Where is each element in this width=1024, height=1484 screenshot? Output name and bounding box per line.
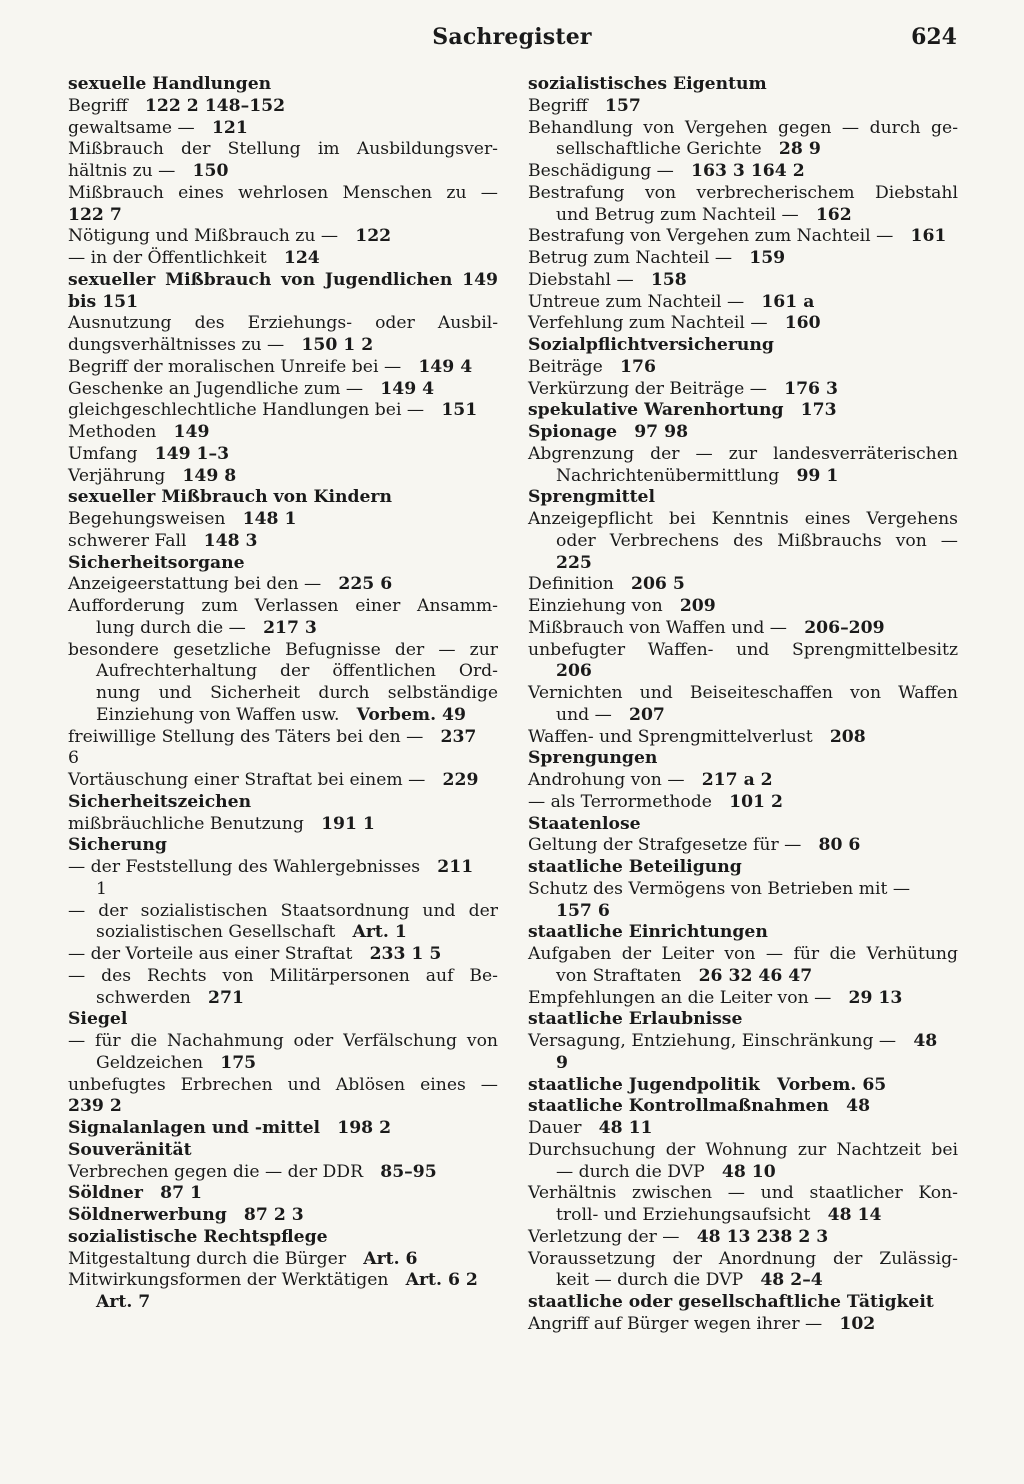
page-reference: 159 [749, 248, 786, 268]
page-reference: 237 [440, 726, 477, 747]
entry-text: von Straftaten [556, 965, 682, 986]
index-subentry [528, 901, 958, 923]
entry-text: Verfehlung zum Nachteil — [528, 313, 768, 334]
page-reference: 149 1–3 [154, 443, 230, 464]
index-heading [68, 292, 498, 314]
index-subentry [68, 379, 498, 401]
entry-text: staatliche oder gesellschaftliche Tätigkeit [528, 1292, 934, 1312]
index-subentry [528, 313, 958, 335]
entry-text: sozialistisches Eigentum [528, 74, 767, 94]
page-reference: 48 13 238 2 3 [696, 1226, 829, 1247]
entry-text: staatliche Erlaubnisse [528, 1009, 743, 1030]
page-reference: 99 1 [796, 465, 839, 486]
entry-text: sozialistische Rechtspflege [68, 1226, 328, 1247]
entry-text: Mißbrauch der Stellung im Ausbildungsver- [68, 139, 498, 160]
page-reference: 122 7 [68, 204, 122, 225]
page-reference: 122 [355, 226, 392, 247]
index-subentry [68, 1292, 498, 1314]
index-heading [528, 748, 958, 770]
entry-text: Siegel [68, 1009, 128, 1030]
index-subentry [528, 596, 958, 618]
entry-text: Einziehung von Waffen usw. [96, 704, 340, 725]
entry-text: Geldzeichen [96, 1052, 204, 1073]
entry-text: 6 [68, 748, 79, 769]
page-reference: 101 2 [729, 791, 783, 812]
entry-text: Ausnutzung des Erziehungs- oder Ausbil- [68, 313, 498, 334]
index-subentry [528, 161, 958, 183]
index-subentry [528, 835, 958, 857]
index-heading [68, 74, 498, 96]
entry-text: und Betrug zum Nachteil — [556, 204, 799, 225]
index-subentry [528, 705, 958, 727]
index-subentry [68, 705, 498, 727]
page-reference: 48 14 [827, 1205, 882, 1225]
entry-text: — der sozialistischen Staatsordnung und der [68, 900, 498, 921]
index-heading [68, 1183, 498, 1205]
entry-text: Beschädigung — [528, 161, 674, 181]
entry-text: nung und Sicherheit durch selbständige [96, 683, 498, 703]
index-subentry [528, 1053, 958, 1075]
index-subentry [528, 1205, 958, 1227]
entry-text: staatliche Jugendpolitik [528, 1074, 760, 1095]
entry-text: Mitgestaltung durch die Bürger [68, 1248, 347, 1269]
index-subentry [528, 509, 958, 531]
index-subentry [528, 792, 958, 814]
page-reference: 122 2 148–152 [144, 95, 286, 116]
entry-text: Verjährung [68, 465, 166, 486]
page-reference: 217 3 [263, 617, 317, 638]
entry-text: Begehungsweisen [68, 509, 226, 529]
index-subentry [68, 814, 498, 836]
right-column [528, 74, 958, 1336]
entry-text: Sozialpflichtversicherung [528, 335, 774, 355]
index-subentry [68, 683, 498, 705]
page-reference: 26 32 46 47 [698, 965, 813, 986]
page-reference: 150 [192, 161, 229, 181]
entry-text: staatliche Beteiligung [528, 857, 742, 877]
index-heading [528, 335, 958, 357]
entry-text: Empfehlungen an die Leiter von — [528, 987, 832, 1008]
index-subentry [68, 118, 498, 140]
entry-text: Verhältnis zwischen — und staatlicher Kon- [528, 1183, 958, 1204]
page-reference: 163 3 164 2 [691, 161, 805, 181]
index-subentry [68, 335, 498, 357]
page-reference: Art. 6 [363, 1248, 418, 1269]
index-heading [68, 1205, 498, 1227]
index-subentry [68, 531, 498, 553]
entry-text: Einziehung von [528, 596, 663, 616]
index-subentry [528, 444, 958, 466]
page-reference: 28 9 [778, 139, 821, 160]
entry-text: schwerer Fall [68, 530, 187, 551]
index-subentry [68, 248, 498, 270]
entry-text: lung durch die — [96, 617, 246, 638]
entry-text: — der Vorteile aus einer Straftat [68, 944, 353, 964]
page-reference: 191 1 [321, 813, 375, 834]
page-reference: 198 2 [337, 1118, 392, 1138]
page-reference: 206 5 [631, 574, 685, 595]
entry-text: Behandlung von Vergehen gegen — durch ge- [528, 117, 958, 138]
entry-text: Betrug zum Nachteil — [528, 248, 733, 268]
entry-text: Signalanlagen und -mittel [68, 1118, 321, 1138]
index-subentry [528, 292, 958, 314]
entry-text: Verletzung der — [528, 1226, 680, 1247]
entry-text: schwerden [96, 987, 191, 1008]
entry-text: — des Rechts von Militärpersonen auf Be- [68, 965, 498, 986]
index-subentry [528, 379, 958, 401]
page-reference: 239 2 [68, 1096, 122, 1117]
entry-text: oder Verbrechens des Mißbrauchs von — [556, 530, 958, 551]
index-heading [528, 857, 958, 879]
index-subentry [68, 183, 498, 205]
index-heading [68, 792, 498, 814]
entry-text: Souveränität [68, 1139, 192, 1160]
page-reference: 87 1 [160, 1183, 202, 1204]
entry-text: sozialistischen Gesellschaft [96, 922, 336, 943]
index-subentry [68, 748, 498, 770]
index-subentry [68, 444, 498, 466]
entry-text: Spionage [528, 422, 618, 442]
entry-text: keit — durch die DVP [556, 1270, 744, 1291]
index-subentry [68, 357, 498, 379]
index-subentry [68, 1096, 498, 1118]
entry-text: Mißbrauch von Waffen und — [528, 617, 787, 638]
page-reference: 149 4 [418, 356, 473, 377]
index-subentry [68, 922, 498, 944]
index-subentry [528, 205, 958, 227]
index-subentry [68, 422, 498, 444]
index-subentry [68, 857, 498, 879]
page-reference: 150 1 2 [301, 335, 374, 355]
entry-text: Begriff der moralischen Unreife bei — [68, 356, 402, 377]
page-reference: 208 [829, 726, 866, 747]
index-subentry [68, 509, 498, 531]
index-subentry [68, 1162, 498, 1184]
entry-text: freiwillige Stellung des Täters bei den — [68, 726, 424, 747]
index-subentry [68, 400, 498, 422]
page-reference: 158 [650, 269, 687, 290]
page-reference: 48 [913, 1031, 938, 1051]
entry-text: Vortäuschung einer Straftat bei einem — [68, 770, 426, 790]
entry-text: Voraussetzung der Anordnung der Zulässig- [528, 1248, 958, 1269]
index-subentry [528, 727, 958, 749]
index-subentry [528, 683, 958, 705]
page-reference: 148 3 [203, 530, 258, 551]
page-reference: 157 [604, 95, 641, 116]
index-subentry [68, 661, 498, 683]
page-reference: 160 [784, 313, 821, 334]
entry-text: unbefugtes Erbrechen und Ablösen eines — [68, 1074, 498, 1095]
entry-text: Anzeigeerstattung bei den — [68, 574, 322, 595]
entry-text: Untreue zum Nachteil — [528, 291, 745, 312]
index-subentry [68, 727, 498, 749]
page-reference: 229 [442, 770, 479, 790]
entry-text: Methoden [68, 422, 157, 442]
entry-text: Definition [528, 574, 614, 595]
page-reference: 29 13 [848, 987, 903, 1008]
index-subentry [68, 1053, 498, 1075]
entry-text: bis 151 [68, 291, 139, 312]
entry-text: Angriff auf Bürger wegen ihrer — [528, 1313, 823, 1334]
page-reference: 206 [556, 661, 592, 682]
entry-text: Durchsuchung der Wohnung zur Nachtzeit bei [528, 1139, 958, 1160]
page-reference: 211 [437, 857, 474, 877]
index-subentry [528, 1031, 958, 1053]
page-reference: 175 [220, 1052, 257, 1073]
index-subentry [528, 357, 958, 379]
page-reference: 9 [556, 1052, 568, 1073]
page-reference: 176 3 [784, 378, 838, 399]
page-reference: Art. 6 2 [405, 1270, 478, 1291]
entry-text: Sicherheitsorgane [68, 552, 245, 573]
entry-text: Aufgaben der Leiter von — für die Verhütung [528, 944, 958, 964]
index-subentry [528, 270, 958, 292]
entry-text: 1 [96, 878, 107, 899]
index-subentry [528, 770, 958, 792]
entry-text: sexuelle Handlungen [68, 74, 272, 94]
index-subentry [528, 879, 958, 901]
index-subentry [68, 96, 498, 118]
index-subentry [528, 139, 958, 161]
page-reference: 173 [800, 400, 837, 421]
index-heading [528, 1096, 958, 1118]
index-subentry [68, 161, 498, 183]
entry-text: Bestrafung von verbrecherischem Diebstahl [528, 182, 958, 203]
page-title: Sachregister [432, 24, 592, 50]
index-subentry [528, 96, 958, 118]
page-reference: 206–209 [804, 617, 885, 638]
index-subentry [68, 988, 498, 1010]
page-reference: 102 [839, 1313, 876, 1334]
entry-text: gewaltsame — [68, 117, 195, 138]
page-reference: 176 [620, 356, 656, 377]
index-subentry [68, 205, 498, 227]
index-subentry [68, 226, 498, 248]
entry-text: Verbrechen gegen die — der DDR [68, 1161, 364, 1182]
entry-text: Vernichten und Beiseiteschaffen von Waffen [528, 683, 958, 703]
page-reference: 85–95 [380, 1161, 437, 1182]
entry-text: Sicherheitszeichen [68, 791, 252, 812]
entry-text: Nachrichtenübermittlung [556, 465, 780, 486]
entry-text: besondere gesetzliche Befugnisse der — zur [68, 639, 498, 660]
entry-text: Nötigung und Mißbrauch zu — [68, 226, 339, 247]
index-subentry [68, 313, 498, 335]
page-reference: 271 [208, 987, 244, 1008]
page-reference: Art. 1 [352, 922, 407, 943]
entry-text: sexueller Mißbrauch von Jugendlichen 149 [68, 269, 498, 290]
entry-text: Diebstahl — [528, 269, 634, 290]
index-heading [68, 835, 498, 857]
entry-text: staatliche Einrichtungen [528, 922, 768, 943]
entry-text: Söldner [68, 1183, 143, 1204]
entry-text: Begriff [528, 95, 588, 116]
index-heading [528, 1009, 958, 1031]
index-subentry [68, 618, 498, 640]
entry-text: unbefugter Waffen- und Sprengmittelbesitz [528, 639, 958, 660]
index-heading [68, 553, 498, 575]
page-reference: 48 [846, 1096, 871, 1117]
index-heading [68, 487, 498, 509]
entry-text: Söldnerwerbung [68, 1205, 227, 1225]
index-subentry [68, 944, 498, 966]
index-heading [528, 74, 958, 96]
page-reference: 225 [556, 552, 592, 573]
page-reference: 149 [173, 422, 210, 442]
index-subentry [68, 139, 498, 161]
entry-text: Geschenke an Jugendliche zum — [68, 378, 364, 399]
index-subentry [528, 183, 958, 205]
entry-text: Dauer [528, 1118, 582, 1138]
index-heading [68, 1140, 498, 1162]
index-heading [528, 487, 958, 509]
index-heading [528, 814, 958, 836]
index-subentry [528, 618, 958, 640]
index-subentry [528, 226, 958, 248]
index-subentry [528, 574, 958, 596]
page-reference: Vorbem. 65 [776, 1074, 887, 1095]
page-reference: 149 4 [380, 378, 435, 399]
left-column [68, 74, 498, 1314]
index-subentry [68, 1270, 498, 1292]
index-subentry [528, 1140, 958, 1162]
entry-text: Bestrafung von Vergehen zum Nachteil — [528, 226, 894, 247]
entry-text: hältnis zu — [68, 161, 176, 181]
page-number: 624 [911, 24, 957, 50]
index-subentry [68, 879, 498, 901]
index-subentry [528, 1249, 958, 1271]
entry-text: staatliche Kontrollmaßnahmen [528, 1096, 829, 1117]
entry-text: und — [556, 704, 612, 725]
entry-text: Staatenlose [528, 813, 641, 834]
entry-text: Schutz des Vermögens von Betrieben mit — [528, 878, 911, 899]
entry-text: Umfang [68, 443, 138, 464]
page-reference: 209 [679, 596, 716, 616]
entry-text: — in der Öffentlichkeit [68, 248, 267, 268]
index-subentry [528, 248, 958, 270]
index-subentry [528, 1314, 958, 1336]
page-reference: 48 11 [598, 1118, 653, 1138]
page-reference: 48 10 [721, 1161, 776, 1182]
index-subentry [68, 1249, 498, 1271]
entry-text: Begriff [68, 95, 128, 116]
page-reference: 217 a 2 [701, 770, 773, 790]
entry-text: Mitwirkungsformen der Werktätigen [68, 1270, 389, 1291]
page-reference: 161 a [761, 291, 815, 312]
index-heading [528, 1292, 958, 1314]
entry-text: Sprengungen [528, 748, 658, 769]
index-subentry [68, 901, 498, 923]
entry-text: Androhung von — [528, 770, 685, 790]
index-subentry [528, 944, 958, 966]
entry-text: — der Feststellung des Wahlergebnisses [68, 857, 421, 877]
index-heading [528, 422, 958, 444]
index-subentry [528, 466, 958, 488]
entry-text: Beiträge [528, 356, 603, 377]
entry-text: — durch die DVP [556, 1161, 705, 1182]
page-reference: 48 2–4 [760, 1270, 823, 1291]
entry-text: troll- und Erziehungsaufsicht [556, 1205, 811, 1225]
index-subentry [68, 574, 498, 596]
entry-text: sexueller Mißbrauch von Kindern [68, 487, 392, 508]
page-reference: Vorbem. 49 [356, 704, 466, 725]
page-reference: 225 6 [338, 574, 393, 595]
index-subentry [528, 1183, 958, 1205]
entry-text: dungsverhältnisses zu — [68, 335, 285, 355]
page-reference: 87 2 3 [243, 1205, 304, 1225]
index-subentry [68, 770, 498, 792]
entry-text: Anzeigepflicht bei Kenntnis eines Vergehens [528, 509, 958, 529]
entry-text: Aufforderung zum Verlassen einer Ansamm- [68, 596, 498, 616]
index-subentry [68, 1075, 498, 1097]
page-reference: Art. 7 [96, 1292, 151, 1312]
index-heading [528, 922, 958, 944]
page-reference: 162 [815, 204, 852, 225]
page-reference: 80 6 [818, 835, 861, 856]
index-subentry [68, 466, 498, 488]
page-reference: 149 8 [182, 465, 237, 486]
page-reference: 207 [628, 704, 665, 725]
index-heading [68, 1009, 498, 1031]
page-reference: 161 [910, 226, 947, 247]
index-subentry [528, 118, 958, 140]
index-subentry [528, 1118, 958, 1140]
index-subentry [528, 966, 958, 988]
index-subentry [68, 596, 498, 618]
index-subentry [528, 988, 958, 1010]
entry-text: Sicherung [68, 835, 167, 856]
index-subentry [528, 640, 958, 662]
entry-text: sellschaftliche Gerichte [556, 139, 762, 160]
page-reference: 157 6 [556, 900, 610, 921]
index-subentry [528, 531, 958, 553]
page-reference: 151 [441, 400, 478, 421]
page-reference: 233 1 5 [369, 944, 442, 964]
entry-text: Waffen- und Sprengmittelverlust [528, 726, 813, 747]
index-subentry [528, 553, 958, 575]
entry-text: Aufrechterhaltung der öffentlichen Ord- [96, 661, 498, 682]
page-reference: 124 [283, 248, 320, 268]
page-reference: 121 [211, 117, 248, 138]
entry-text: Abgrenzung der — zur landesverräterischen [528, 443, 958, 464]
index-subentry [528, 661, 958, 683]
index-subentry [528, 1227, 958, 1249]
index-subentry [68, 1031, 498, 1053]
index-subentry [528, 1162, 958, 1184]
entry-text: Geltung der Strafgesetze für — [528, 835, 802, 856]
index-subentry [528, 1270, 958, 1292]
entry-text: mißbräuchliche Benutzung [68, 813, 304, 834]
entry-text: gleichgeschlechtliche Handlungen bei — [68, 400, 425, 421]
entry-text: — als Terrormethode [528, 791, 712, 812]
entry-text: Verkürzung der Beiträge — [528, 378, 767, 399]
entry-text: Versagung, Entziehung, Einschränkung — [528, 1031, 897, 1051]
entry-text: — für die Nachahmung oder Verfälschung von [68, 1031, 498, 1051]
entry-text: Sprengmittel [528, 487, 655, 508]
entry-text: Mißbrauch eines wehrlosen Menschen zu — [68, 182, 498, 203]
page-reference: 148 1 [242, 509, 297, 529]
entry-text: spekulative Warenhortung [528, 400, 784, 421]
index-heading [68, 1227, 498, 1249]
index-heading [68, 1118, 498, 1140]
index-heading [68, 270, 498, 292]
index-heading [528, 400, 958, 422]
index-subentry [68, 966, 498, 988]
page-reference: 97 98 [634, 422, 689, 442]
index-subentry [68, 640, 498, 662]
index-heading [528, 1075, 958, 1097]
